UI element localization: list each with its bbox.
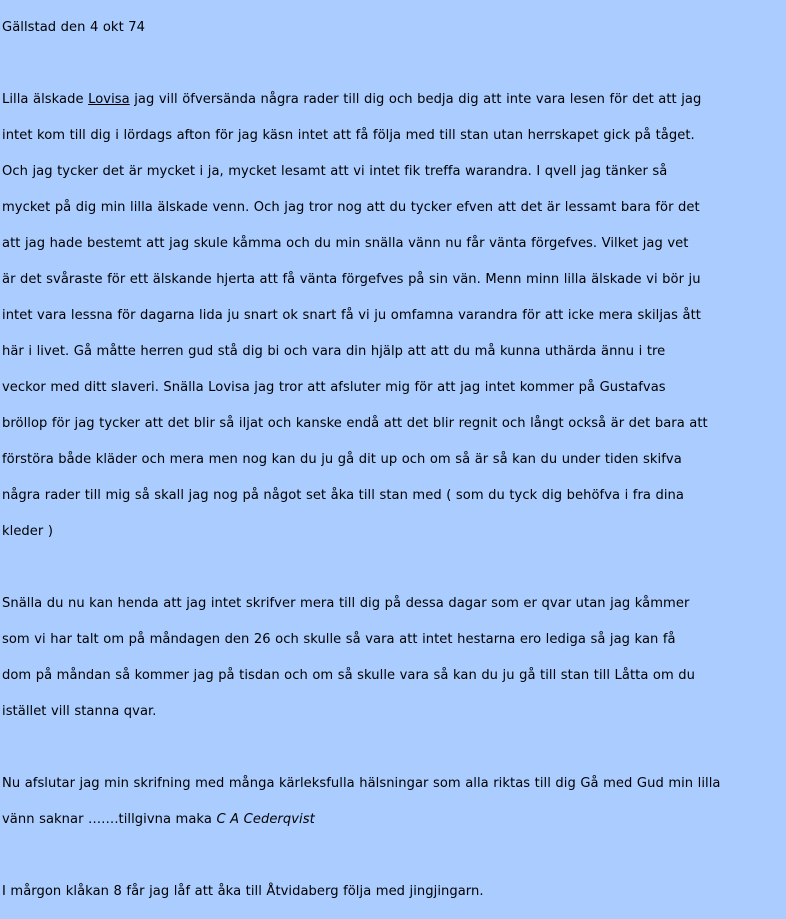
paragraph-1-line-9: veckor med ditt slaveri. Snälla Lovisa jag tror att afsluter mig för att jag intet kommer på Gustafvas (2, 380, 666, 395)
date-text: Gällstad den 4 okt 74 (2, 20, 146, 35)
date-line (2, 1, 786, 55)
paragraph-1 (2, 73, 786, 559)
greeting-continuation: jag vill öfversända några rader till dig och bedja dig att inte vara lesen för det att jag (129, 92, 702, 107)
paragraph-1-line-13: kleder ) (2, 524, 53, 539)
paragraph-1-line-6: är det svåraste för ett älskande hjerta att få vänta förgefves på sin vän. Menn minn lilla älskade vi bör ju (2, 272, 701, 287)
paragraph-1-line-12: några rader till mig så skall jag nog på något set åka till stan med ( som du tyck dig behöfva i fra dina (2, 488, 684, 503)
postscript-line: I mårgon klåkan 8 får jag låf att åka till Åtvidaberg följa med jingjingarn. (2, 884, 484, 899)
paragraph-1-line-8: här i livet. Gå måtte herren gud stå dig bi och vara din hjälp att att du må kunna uthärda ännu i tre (2, 344, 666, 359)
paragraph-2-line-3: dom på måndan så kommer jag på tisdan och om så skulle vara så kan du ju gå till stan till Låtta om du (2, 668, 696, 683)
paragraph-3 (2, 757, 786, 847)
paragraph-1-line-5: att jag hade bestemt att jag skule kåmma och du min snälla vänn nu får vänta förgefves. Vilket jag vet (2, 236, 689, 251)
paragraph-4 (2, 865, 786, 919)
greeting-text: Lilla älskade (2, 92, 89, 107)
paragraph-2-line-1: Snälla du nu kan henda att jag intet skrifver mera till dig på dessa dagar som er qvar utan jag kåmmer (2, 596, 690, 611)
paragraph-1-line-10: bröllop för jag tycker att det blir så iljat och kanske endå att det blir regnit och långt också är det bara att (2, 416, 708, 431)
paragraph-1-line-4: mycket på dig min lilla älskade venn. Och jag tror nog att du tycker efven att det är lessamt bara för det (2, 200, 700, 215)
paragraph-2-line-4: istället vill stanna qvar. (2, 704, 157, 719)
paragraph-1-line-2: intet kom till dig i lördags afton för jag käsn intet att få följa med till stan utan herrskapet gick på tåget. (2, 128, 695, 143)
closing-text: vänn saknar …….tillgivna maka (2, 812, 217, 827)
recipient-name: Lovisa (88, 92, 130, 107)
paragraph-1-line-11: förstöra både kläder och mera men nog kan du ju gå dit up och om så är så kan du under tiden skifva (2, 452, 682, 467)
paragraph-2-line-2: som vi har talt om på måndagen den 26 och skulle så vara att intet hestarna ero lediga så jag kan få (2, 632, 676, 647)
paragraph-1-line-1 (2, 91, 786, 109)
paragraph-3-line-2 (2, 811, 786, 829)
paragraph-3-line-1: Nu afslutar jag min skrifning med många kärleksfulla hälsningar som alla riktas till dig Gå med Gud min lilla (2, 776, 721, 791)
paragraph-2 (2, 577, 786, 739)
paragraph-1-line-7: intet vara lessna för dagarna lida ju snart ok snart få vi ju omfamna varandra för att icke mera skiljas ått (2, 308, 701, 323)
signature: C A Cederqvist (216, 812, 315, 827)
paragraph-1-line-3: Och jag tycker det är mycket i ja, mycket lesamt att vi intet fik treffa warandra. I qvell jag tänker så (2, 164, 668, 179)
